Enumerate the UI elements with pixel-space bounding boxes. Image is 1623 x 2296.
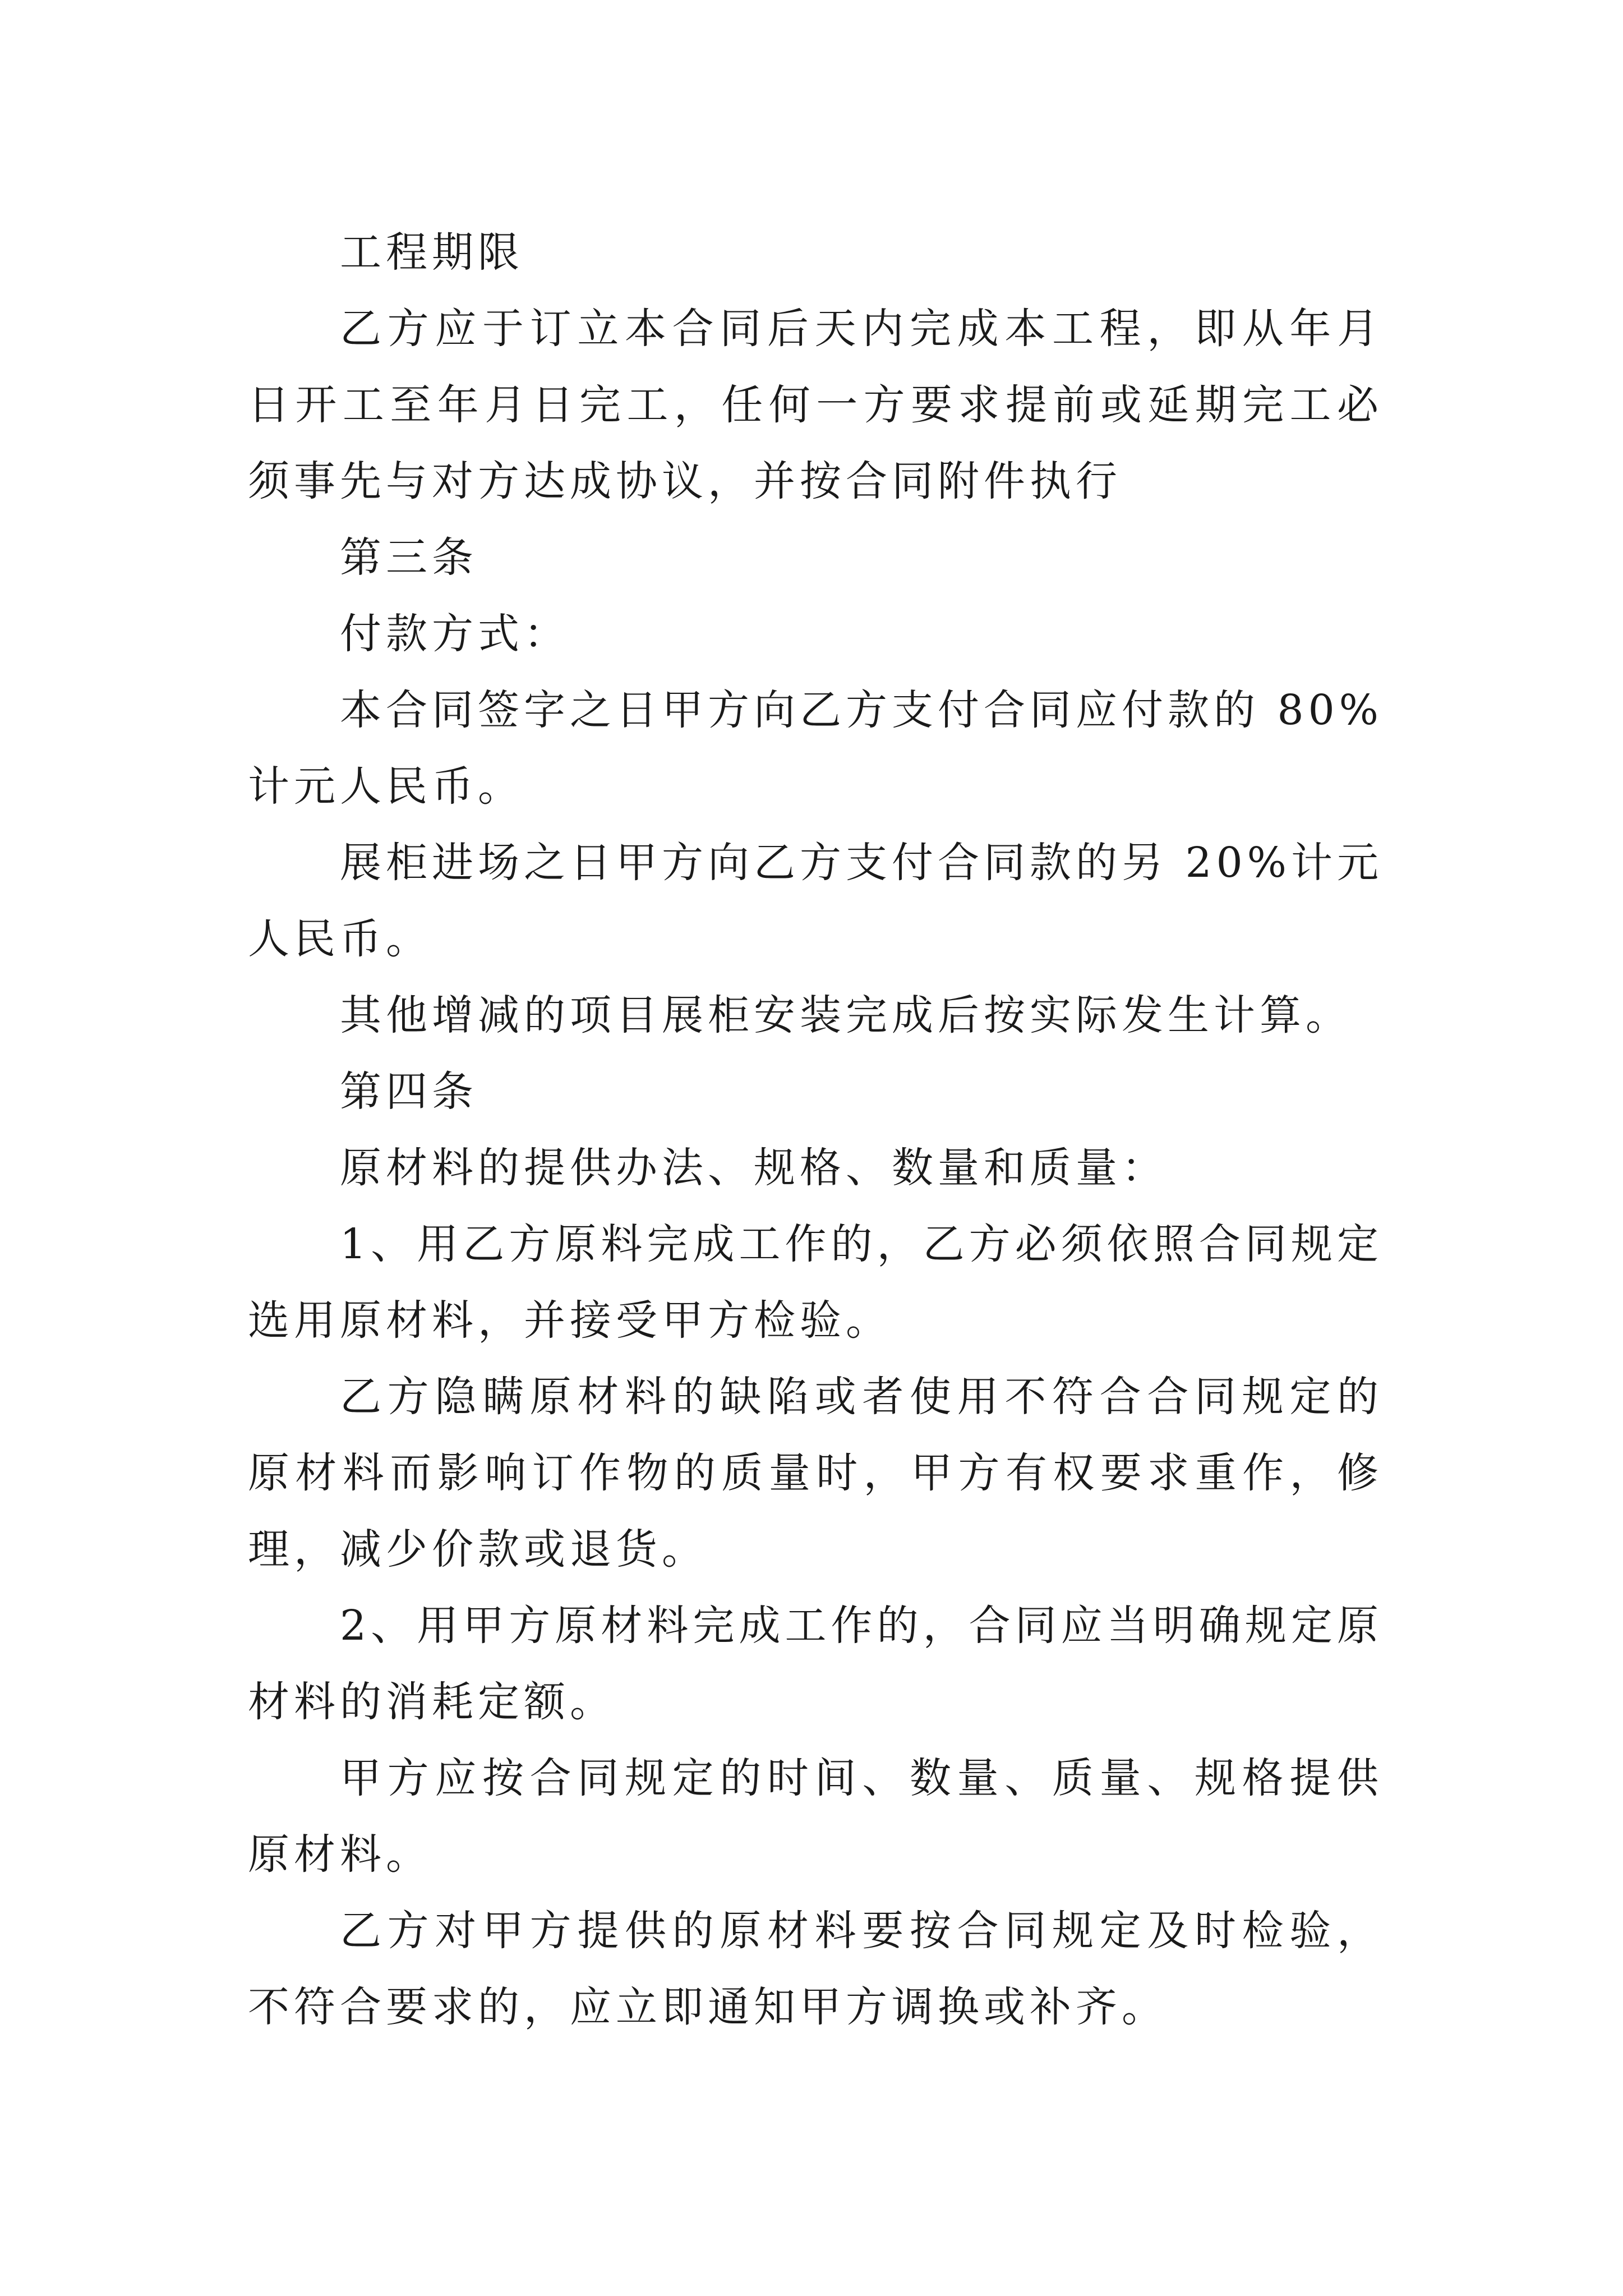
- section-heading-materials: 原材料的提供办法、规格、数量和质量：: [340, 1144, 1168, 1192]
- article-heading-3: 第三条: [340, 533, 478, 582]
- paragraph-materials-clause-2: 2、用甲方原材料完成工作的，合同应当明确规定原材料的消耗定额。: [248, 1602, 1383, 1726]
- paragraph-payment-80: 本合同签字之日甲方向乙方支付合同应付款的 80%计元人民币。: [248, 686, 1383, 811]
- section-heading-project-period: 工程期限: [340, 228, 524, 277]
- paragraph-materials-clause-1: 1、用乙方原料完成工作的，乙方必须依照合同规定选用原材料，并接受甲方检验。: [248, 1220, 1383, 1345]
- paragraph-other-adjustments: 其他增减的项目展柜安装完成后按实际发生计算。: [340, 991, 1352, 1039]
- paragraph-materials-inspection: 乙方对甲方提供的原材料要按合同规定及时检验，不符合要求的，应立即通知甲方调换或补齐。: [248, 1907, 1383, 2031]
- paragraph-materials-supply: 甲方应按合同规定的时间、数量、质量、规格提供原材料。: [248, 1754, 1383, 1879]
- document-body: [248, 214, 1383, 2045]
- paragraph-payment-20: 展柜进场之日甲方向乙方支付合同款的另 20%计元人民币。: [248, 839, 1383, 963]
- section-heading-payment-method: 付款方式：: [340, 610, 570, 658]
- article-heading-4: 第四条: [340, 1068, 478, 1116]
- paragraph-completion-schedule: 乙方应于订立本合同后天内完成本工程，即从年月日开工至年月日完工，任何一方要求提前或延期完工必须事先与对方达成协议，并按合同附件执行: [248, 305, 1383, 505]
- paragraph-materials-defects: 乙方隐瞒原材料的缺陷或者使用不符合合同规定的原材料而影响订作物的质量时，甲方有权要求重作，修理，减少价款或退货。: [248, 1373, 1383, 1573]
